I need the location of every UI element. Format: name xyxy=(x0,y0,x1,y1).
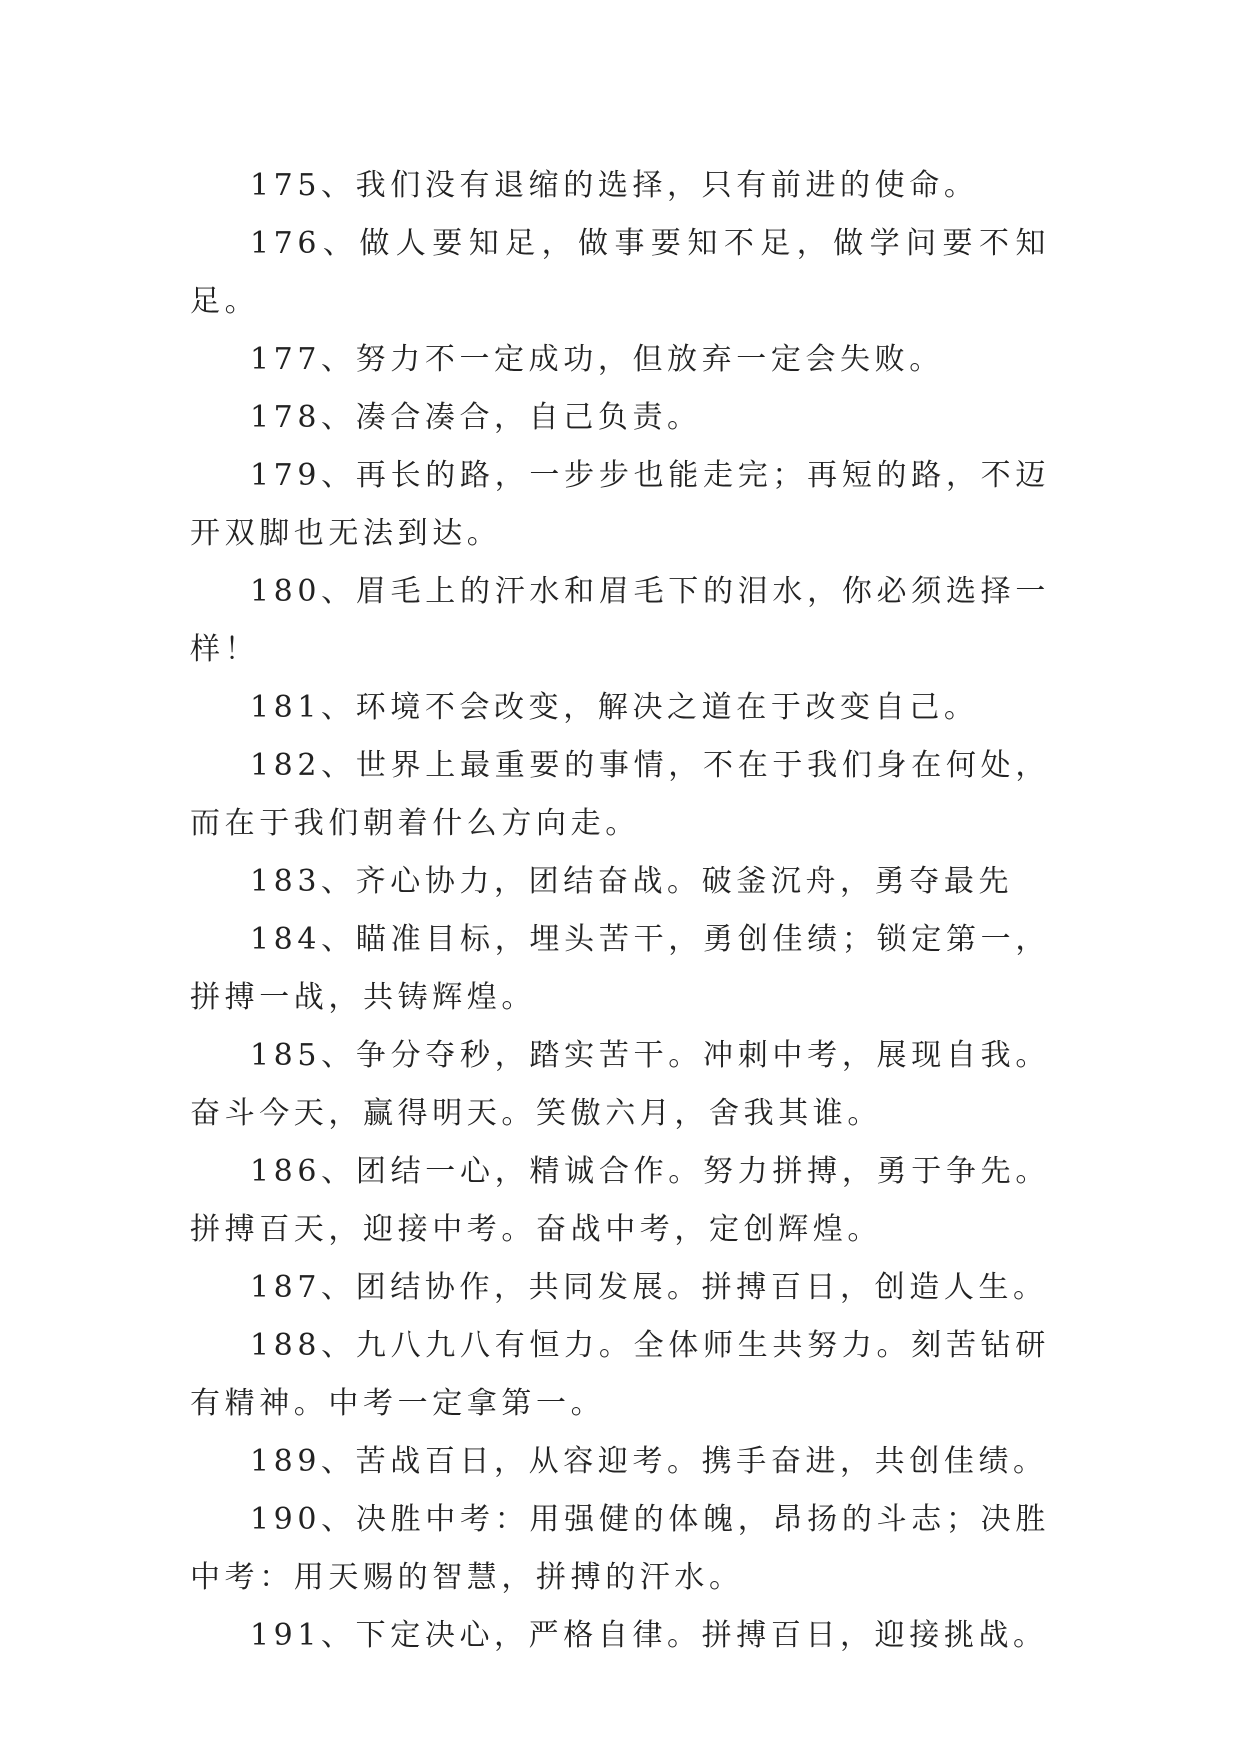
paragraph-189: 189、苦战百日，从容迎考。携手奋进，共创佳绩。 xyxy=(250,1444,1048,1479)
paragraph-179: 179、再长的路，一步步也能走完；再短的路，不迈开双脚也无法到达。 xyxy=(190,458,1050,551)
paragraph-184: 184、瞄准目标，埋头苦干，勇创佳绩；锁定第一，拼搏一战，共铸辉煌。 xyxy=(190,922,1050,1015)
paragraph-191: 191、下定决心，严格自律。拼搏百日，迎接挑战。 xyxy=(250,1618,1048,1653)
paragraph-183: 183、齐心协力，团结奋战。破釜沉舟，勇夺最先 xyxy=(250,864,1014,899)
paragraph-176: 176、做人要知足，做事要知不足，做学问要不知足。 xyxy=(190,226,1050,319)
paragraph-188: 188、九八九八有恒力。全体师生共努力。刻苦钻研有精神。中考一定拿第一。 xyxy=(190,1328,1050,1421)
paragraph-175: 175、我们没有退缩的选择，只有前进的使命。 xyxy=(250,168,979,203)
paragraph-190: 190、决胜中考：用强健的体魄，昂扬的斗志；决胜中考：用天赐的智慧，拼搏的汗水。 xyxy=(190,1502,1050,1595)
paragraph-186: 186、团结一心，精诚合作。努力拼搏，勇于争先。拼搏百天，迎接中考。奋战中考，定创辉煌。 xyxy=(190,1154,1050,1247)
paragraph-187: 187、团结协作，共同发展。拼搏百日，创造人生。 xyxy=(250,1270,1048,1305)
paragraph-182: 182、世界上最重要的事情，不在于我们身在何处，而在于我们朝着什么方向走。 xyxy=(190,748,1050,841)
paragraph-177: 177、努力不一定成功，但放弃一定会失败。 xyxy=(250,342,944,377)
paragraph-185: 185、争分夺秒，踏实苦干。冲刺中考，展现自我。奋斗今天，赢得明天。笑傲六月，舍我其谁。 xyxy=(190,1038,1050,1131)
paragraph-181: 181、环境不会改变，解决之道在于改变自己。 xyxy=(250,690,979,725)
document-body xyxy=(190,157,1050,1665)
paragraph-178: 178、凑合凑合，自己负责。 xyxy=(250,400,702,435)
paragraph-180: 180、眉毛上的汗水和眉毛下的泪水，你必须选择一样！ xyxy=(190,574,1050,667)
